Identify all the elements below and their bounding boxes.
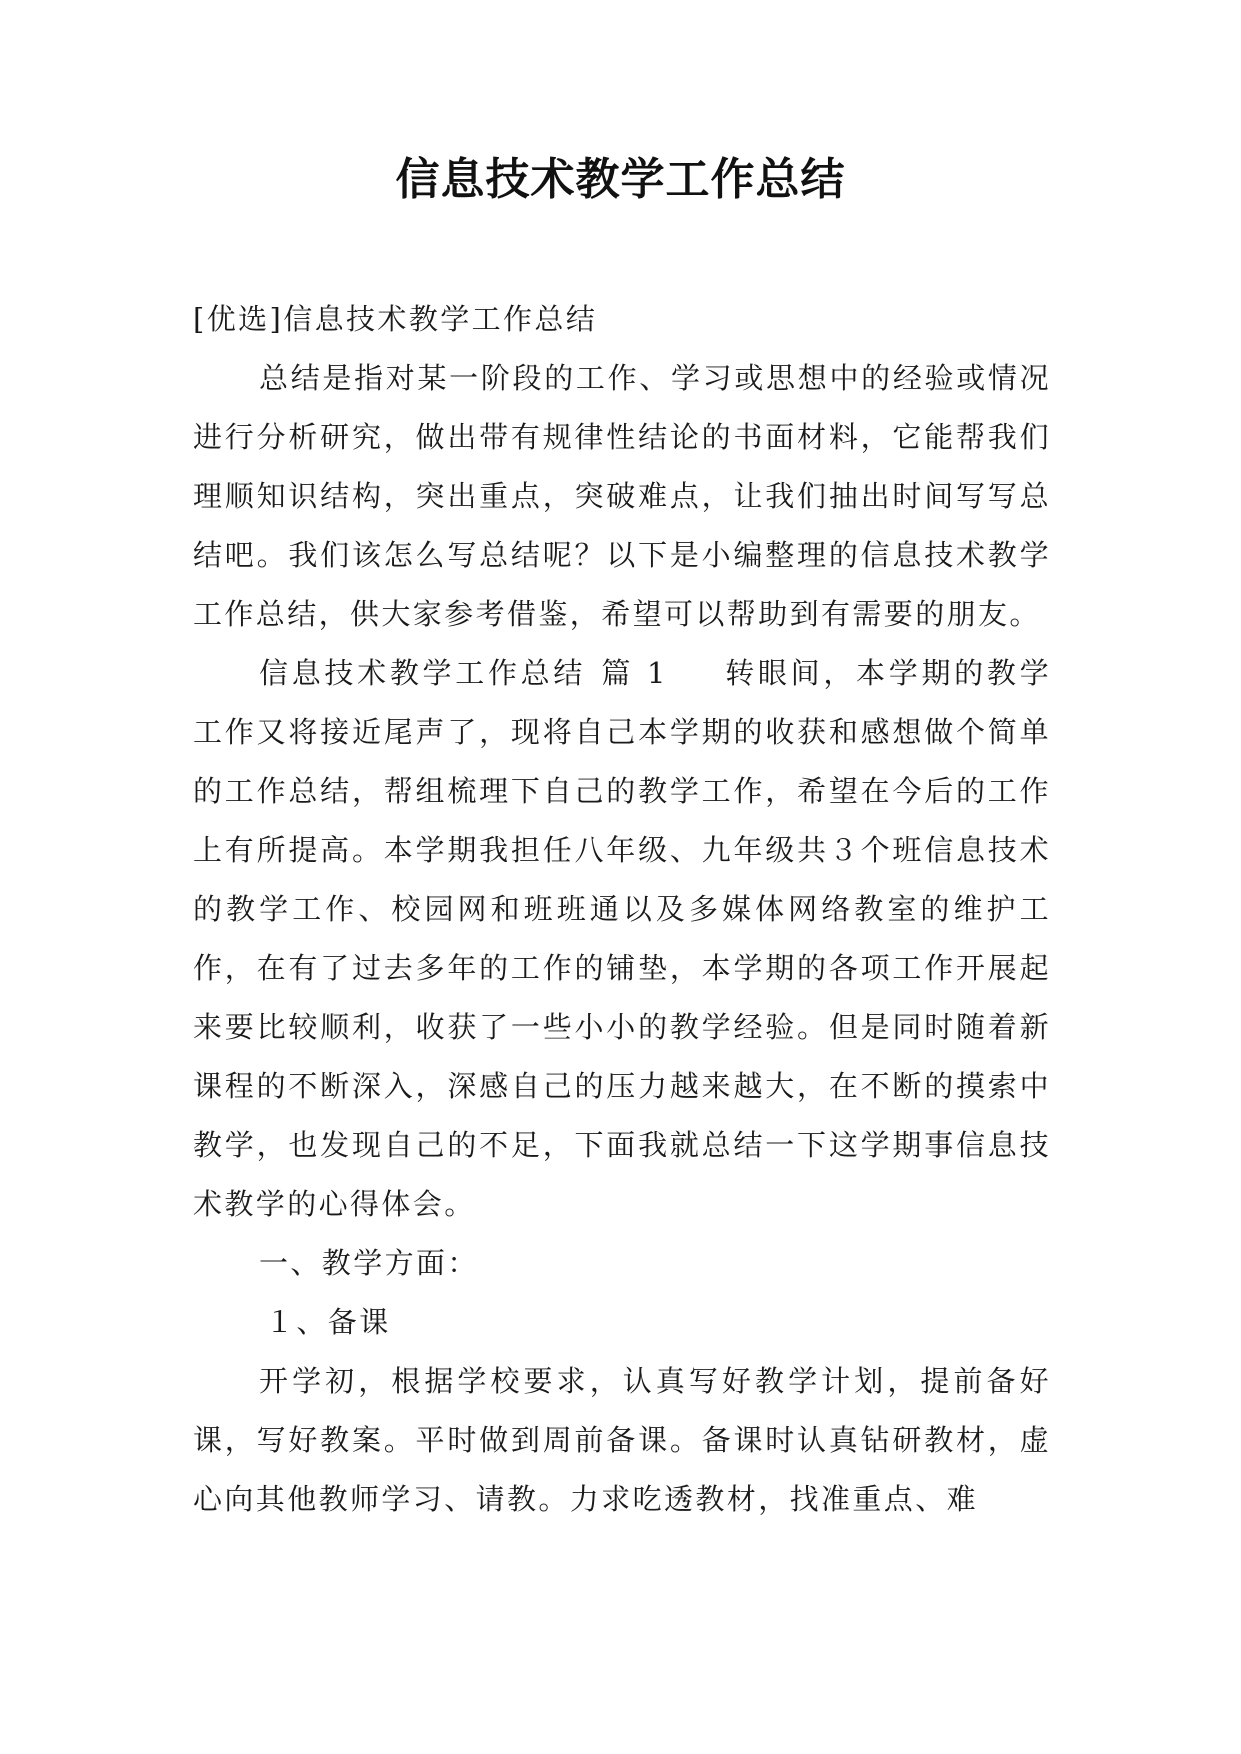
subsection-paragraph: 开学初，根据学校要求，认真写好教学计划，提前备好课，写好教案。平时做到周前备课。备课时认真钻研教材，虚心向其他教师学习、请教。力求吃透教材，找准重点、难 (193, 1364, 1051, 1516)
article-title: 信息技术教学工作总结 (259, 656, 587, 690)
intro-paragraph: 总结是指对某一阶段的工作、学习或思想中的经验或情况进行分析研究，做出带有规律性结论的书面材料，它能帮我们理顺知识结构，突出重点，突破难点，让我们抽出时间写写总结吧。我们该怎么写总结呢？以下是小编整理的信息技术教学工作总结，供大家参考借鉴，希望可以帮助到有需要的朋友。 (193, 361, 1051, 631)
document-title: 信息技术教学工作总结 (395, 154, 846, 205)
document-body (193, 290, 1051, 1529)
section-heading: 一、教学方面： (259, 1246, 479, 1280)
subsection-heading: １、备课 (265, 1305, 391, 1339)
article-label: 篇 1 (600, 656, 668, 690)
article-body: 转眼间，本学期的教学工作又将接近尾声了，现将自己本学期的收获和感想做个简单的工作总结，帮组梳理下自己的教学工作，希望在今后的工作上有所提高。本学期我担任八年级、九年级共３个班信息技术的教学工作、校园网和班班通以及多媒体网络教室的维护工作，在有了过去多年的工作的铺垫，本学期的各项工作开展起来要比较顺利，收获了一些小小的教学经验。但是同时随着新课程的不断深入，深感自己的压力越来越大，在不断的摸索中教学，也发现自己的不足，下面我就总结一下这学期事信息技术教学的心得体会。 (193, 656, 1051, 1221)
document-subtitle: [优选]信息技术教学工作总结 (193, 302, 598, 336)
article-paragraph (193, 644, 1051, 1234)
